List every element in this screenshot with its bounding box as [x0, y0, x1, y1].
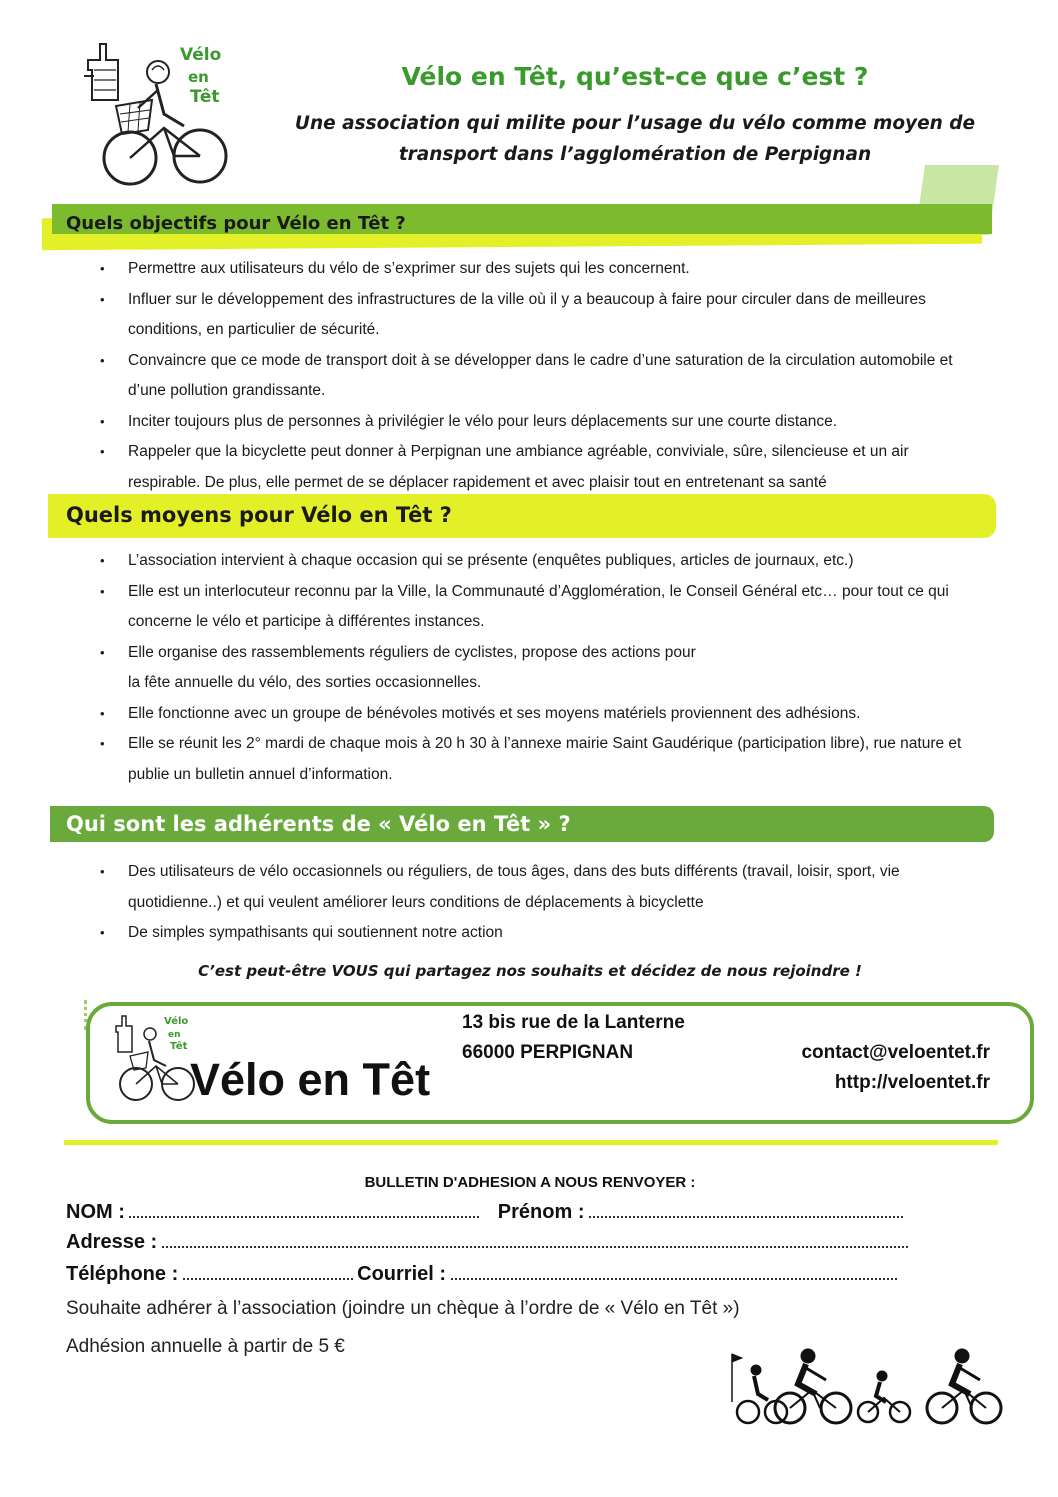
list-item: • Elle est un interlocuteur reconnu par la Ville, la Communauté d’Agglomération, le Conseil Général etc… pour tout ce qui concerne le vélo et participe à différentes instances. [100, 577, 980, 638]
adresse-field[interactable] [162, 1228, 908, 1248]
list-item [100, 638, 980, 699]
list-item: • Permettre aux utilisateurs du vélo de s’exprimer sur des sujets qui les concernent. [100, 254, 980, 285]
list-item: • Elle se réunit les 2° mardi de chaque mois à 20 h 30 à l’annexe mairie Saint Gaudérique (participation libre), rue nature et publie un bulletin annuel d’information. [100, 729, 980, 790]
list-item-line: Elle organise des rassemblements réguliers de cyclistes, propose des actions pour [128, 643, 696, 661]
prenom-label: Prénom : [497, 1201, 585, 1223]
logo-word-velo: Vélo [164, 1016, 189, 1027]
section-title-objectifs: Quels objectifs pour Vélo en Têt ? [66, 213, 406, 234]
courriel-field[interactable] [451, 1260, 897, 1280]
nom-field[interactable] [129, 1198, 479, 1218]
logo-word-tet: Têt [190, 87, 220, 107]
form-row-adresse [66, 1228, 996, 1258]
list-item-line: la fête annuelle du vélo, des sorties occasionnelles. [128, 674, 482, 691]
telephone-label: Téléphone : [66, 1263, 179, 1285]
list-item: • Elle fonctionne avec un groupe de bénévoles motivés et ses moyens matériels proviennent des adhésions. [100, 699, 980, 730]
form-price: Adhésion annuelle à partir de 5 € [66, 1336, 345, 1357]
telephone-field[interactable] [183, 1260, 353, 1280]
logo-word-velo: Vélo [180, 45, 222, 65]
form-instruction: Souhaite adhérer à l’association (joindre un chèque à l’ordre de « Vélo en Têt ») [66, 1298, 740, 1319]
nom-label: NOM : [66, 1201, 125, 1223]
adresse-label: Adresse : [66, 1231, 158, 1253]
objectifs-list [100, 254, 980, 492]
list-item: • Influer sur le développement des infrastructures de la ville où il y a beaucoup à faire pour circuler dans de meilleures conditions, en particulier de sécurité. [100, 285, 980, 346]
section-title-adherents: Qui sont les adhérents de « Vélo en Têt » ? [66, 812, 571, 836]
list-item: • Convaincre que ce mode de transport doit à se développer dans le cadre d’une saturation de la circulation automobile et d’une pollution grandissante. [100, 346, 980, 407]
logo-word-en: en [188, 68, 209, 86]
website-link[interactable]: http://veloentet.fr [834, 1072, 990, 1093]
list-item: • L’association intervient à chaque occasion qui se présente (enquêtes publiques, articles de journaux, etc.) [100, 546, 980, 577]
list-item: • Inciter toujours plus de personnes à privilégier le vélo pour leurs déplacements sur une courte distance. [100, 407, 980, 438]
velo-en-tet-logo [72, 30, 242, 190]
address-street: 13 bis rue de la Lanterne [462, 1012, 685, 1033]
velo-en-tet-small-logo [110, 1006, 200, 1106]
list-item: • De simples sympathisants qui soutiennent notre action [100, 918, 980, 949]
association-name: Vélo en Têt [190, 1054, 431, 1105]
form-title: BULLETIN D'ADHESION A NOUS RENVOYER : [364, 1174, 696, 1191]
list-item: • Rappeler que la bicyclette peut donner à Perpignan une ambiance agréable, conviviale, sûre, silencieuse et un air respirable. De plus, elle permet de se déplacer rapidement et avec plaisir tout en entretenant sa santé [100, 437, 980, 492]
adherents-list [100, 857, 980, 949]
courriel-label: Courriel : [357, 1263, 447, 1285]
page-subtitle [290, 108, 980, 170]
subtitle-line-1: Une association qui milite pour l’usage du vélo comme moyen de [294, 113, 976, 134]
form-row-telephone [66, 1260, 996, 1290]
call-to-action: C’est peut-être VOUS qui partagez nos souhaits et décidez de nous rejoindre ! [198, 962, 862, 980]
section-title-moyens: Quels moyens pour Vélo en Têt ? [66, 503, 452, 527]
family-cyclists-illustration [724, 1346, 1004, 1426]
moyens-list [100, 546, 980, 790]
list-item: • Des utilisateurs de vélo occasionnels ou réguliers, de tous âges, dans des buts différents (travail, loisir, sport, vie quotidienne..) et qui veulent améliorer leurs conditions de déplacements à bicyclette [100, 857, 980, 918]
prenom-field[interactable] [589, 1198, 903, 1218]
logo-word-tet: Têt [170, 1041, 188, 1052]
contact-email-link[interactable]: contact@veloentet.fr [801, 1042, 990, 1063]
separator-line [64, 1140, 998, 1145]
page-title: Vélo en Têt, qu’est-ce que c’est ? [401, 62, 869, 91]
form-row-nom [66, 1198, 996, 1228]
address-city: 66000 PERPIGNAN [462, 1042, 634, 1063]
logo-word-en: en [168, 1030, 181, 1040]
subtitle-line-2: transport dans l’agglomération de Perpignan [398, 144, 872, 165]
